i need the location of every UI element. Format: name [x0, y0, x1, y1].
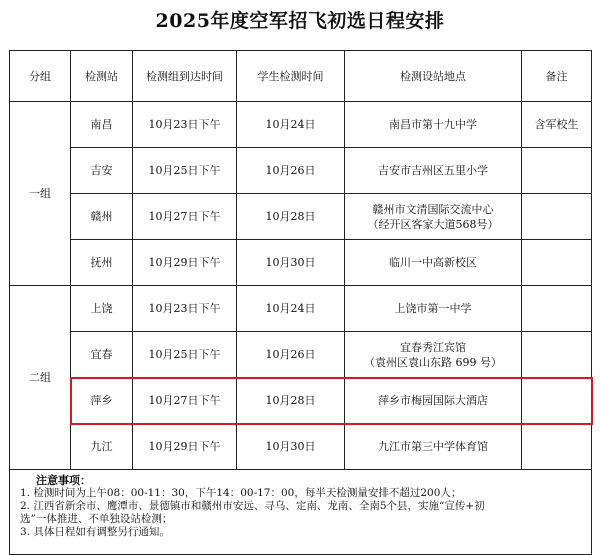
location-line: （经开区客家大道568号）: [367, 217, 499, 231]
test-time-cell: 10月28日: [237, 194, 345, 240]
station-cell: 抚州: [71, 240, 133, 286]
location-line: 南昌市第十九中学: [389, 118, 477, 131]
remark-cell: [522, 332, 592, 378]
table-row: [10, 194, 592, 240]
station-cell: 九江: [71, 424, 133, 470]
header-location: 检测设站地点: [345, 51, 522, 102]
location-line: 临川一中高新校区: [389, 256, 477, 269]
note-line: 3. 具体日程如有调整另行通知。: [20, 526, 170, 538]
station-cell: 南昌: [71, 102, 133, 148]
location-cell: [345, 102, 522, 148]
page-title: 2025年度空军招飞初选日程安排: [155, 10, 445, 32]
location-cell: [345, 148, 522, 194]
header-remark: 备注: [522, 51, 592, 102]
group-cell: 二组: [10, 286, 71, 470]
location-line: 宜春秀江宾馆: [400, 340, 466, 354]
location-cell: [345, 286, 522, 332]
station-cell: 赣州: [71, 194, 133, 240]
location-cell: [345, 332, 522, 378]
header-station: 检测站: [71, 51, 133, 102]
location-line: 吉安市吉州区五里小学: [378, 164, 488, 177]
location-cell: [345, 194, 522, 240]
schedule-table: [9, 50, 592, 470]
note-line: 选”一体推进、不单独设站检测；: [20, 513, 173, 525]
header-group: 分组: [10, 51, 71, 102]
group-cell: 一组: [10, 102, 71, 286]
station-cell: 吉安: [71, 148, 133, 194]
test-time-cell: 10月24日: [237, 286, 345, 332]
location-line: 上饶市第一中学: [394, 302, 472, 315]
test-time-cell: 10月30日: [237, 424, 345, 470]
test-time-cell: 10月26日: [237, 148, 345, 194]
arrival-cell: 10月25日下午: [133, 332, 237, 378]
table-row: [10, 240, 592, 286]
location-line: 赣州市文清国际交流中心: [372, 202, 494, 216]
remark-cell: [522, 194, 592, 240]
location-line: 九江市第三中学体育馆: [378, 440, 488, 453]
table-row: [10, 148, 592, 194]
station-cell: 上饶: [71, 286, 133, 332]
location-line: （袁州区袁山东路 699 号）: [364, 355, 502, 369]
table-row-highlighted: [10, 378, 592, 424]
arrival-cell: 10月27日下午: [133, 378, 237, 424]
location-line: 萍乡市梅园国际大酒店: [378, 394, 488, 407]
note-line: 1. 检测时间为上午08：00-11：30，下午14：00-17：00，每半天检测量安排不超过200人；: [20, 487, 462, 499]
table-row: [10, 286, 592, 332]
test-time-cell: 10月26日: [237, 332, 345, 378]
remark-cell: [522, 240, 592, 286]
test-time-cell: 10月24日: [237, 102, 345, 148]
arrival-cell: 10月29日下午: [133, 424, 237, 470]
table-row: [10, 102, 592, 148]
remark-cell: [522, 286, 592, 332]
location-cell: [345, 240, 522, 286]
table-row: [10, 424, 592, 470]
remark-cell: [522, 424, 592, 470]
notes-title: 注意事项：: [36, 474, 91, 487]
table-header-row: [10, 51, 592, 102]
note-line: 2. 江西省新余市、鹰潭市、景德镇市和赣州市安远、寻乌、定南、龙南、全南5个县，实施“宣传+初: [20, 500, 485, 512]
remark-cell: [522, 148, 592, 194]
notes-box: [9, 469, 592, 555]
arrival-cell: 10月23日下午: [133, 286, 237, 332]
test-time-cell: 10月30日: [237, 240, 345, 286]
arrival-cell: 10月27日下午: [133, 194, 237, 240]
arrival-cell: 10月25日下午: [133, 148, 237, 194]
arrival-cell: 10月23日下午: [133, 102, 237, 148]
table-row: [10, 332, 592, 378]
station-cell: 萍乡: [71, 378, 133, 424]
header-arrival: 检测组到达时间: [133, 51, 237, 102]
location-cell: [345, 378, 522, 424]
location-cell: [345, 424, 522, 470]
arrival-cell: 10月29日下午: [133, 240, 237, 286]
remark-cell: [522, 378, 592, 424]
test-time-cell: 10月28日: [237, 378, 345, 424]
remark-cell: 含军校生: [522, 102, 592, 148]
station-cell: 宜春: [71, 332, 133, 378]
header-test-time: 学生检测时间: [237, 51, 345, 102]
